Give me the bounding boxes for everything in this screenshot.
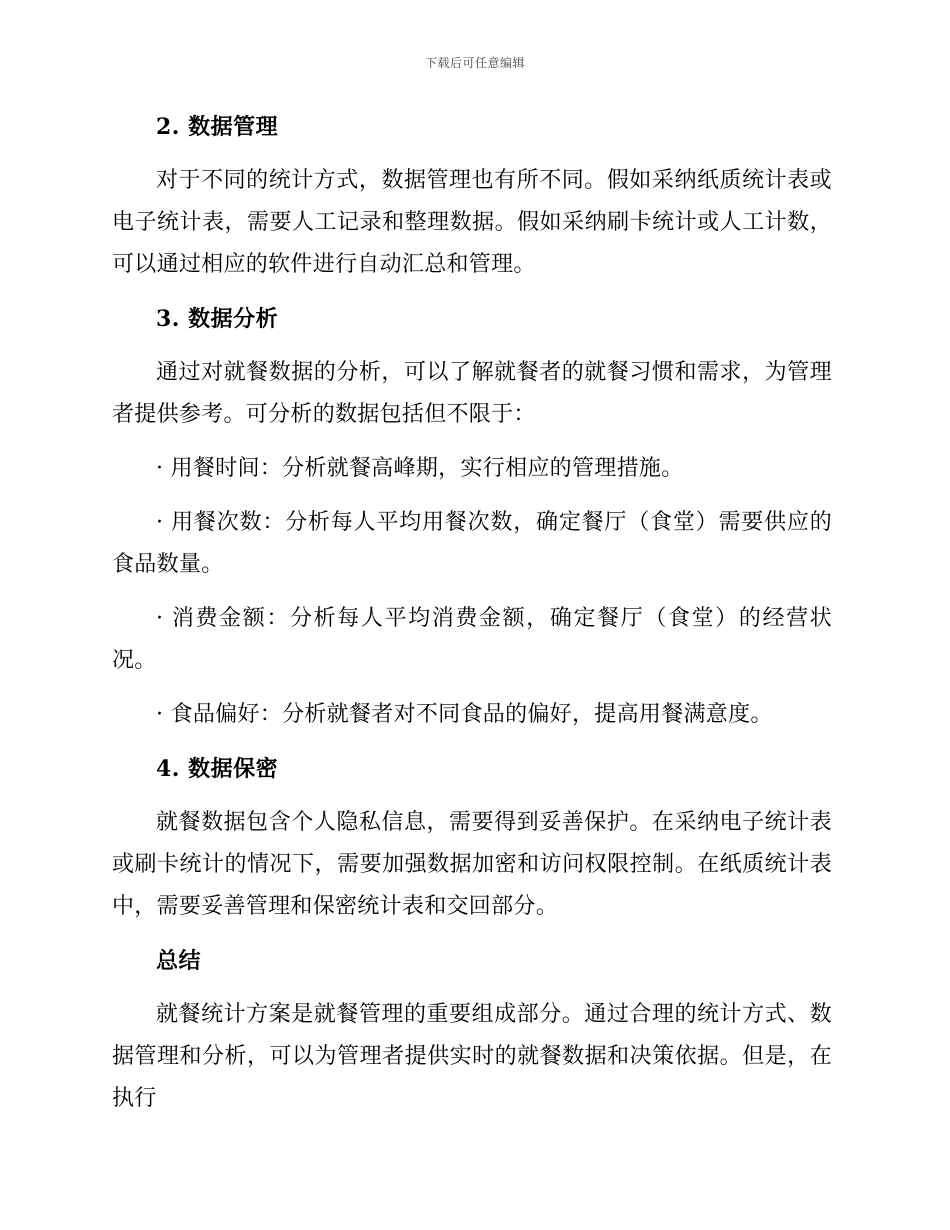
document-body [112, 106, 832, 1120]
paragraph-data-analysis: 通过对就餐数据的分析，可以了解就餐者的就餐习惯和需求，为管理者提供参考。可分析的数据包括但不限于： [112, 360, 832, 427]
bullet-spending-amount: · 消费金额：分析每人平均消费金额，确定餐厅（食堂）的经营状况。 [112, 606, 832, 673]
bullet-food-preference: · 食品偏好：分析就餐者对不同食品的偏好，提高用餐满意度。 [156, 702, 773, 727]
paragraph-summary: 就餐统计方案是就餐管理的重要组成部分。通过合理的统计方式、数据管理和分析，可以为管理者提供实时的就餐数据和决策依据。但是，在执行 [112, 1002, 832, 1111]
paragraph-data-management: 对于不同的统计方式，数据管理也有所不同。假如采纳纸质统计表或电子统计表，需要人工记录和整理数据。假如采纳刷卡统计或人工计数，可以通过相应的软件进行自动汇总和管理。 [112, 168, 832, 277]
bullet-meal-time: · 用餐时间：分析就餐高峰期，实行相应的管理措施。 [156, 456, 684, 481]
bullet-meal-count: · 用餐次数：分析每人平均用餐次数，确定餐厅（食堂）需要供应的食品数量。 [112, 510, 832, 577]
section-heading-data-privacy: 4. 数据保密 [156, 756, 279, 782]
section-heading-data-analysis: 3. 数据分析 [156, 306, 279, 332]
paragraph-data-privacy: 就餐数据包含个人隐私信息，需要得到妥善保护。在采纳电子统计表或刷卡统计的情况下，需要加强数据加密和访问权限控制。在纸质统计表中，需要妥善管理和保密统计表和交回部分。 [112, 810, 832, 919]
section-heading-summary: 总结 [156, 948, 202, 974]
section-heading-data-management: 2. 数据管理 [156, 114, 279, 140]
page-header: 下载后可任意编辑 [424, 56, 525, 70]
